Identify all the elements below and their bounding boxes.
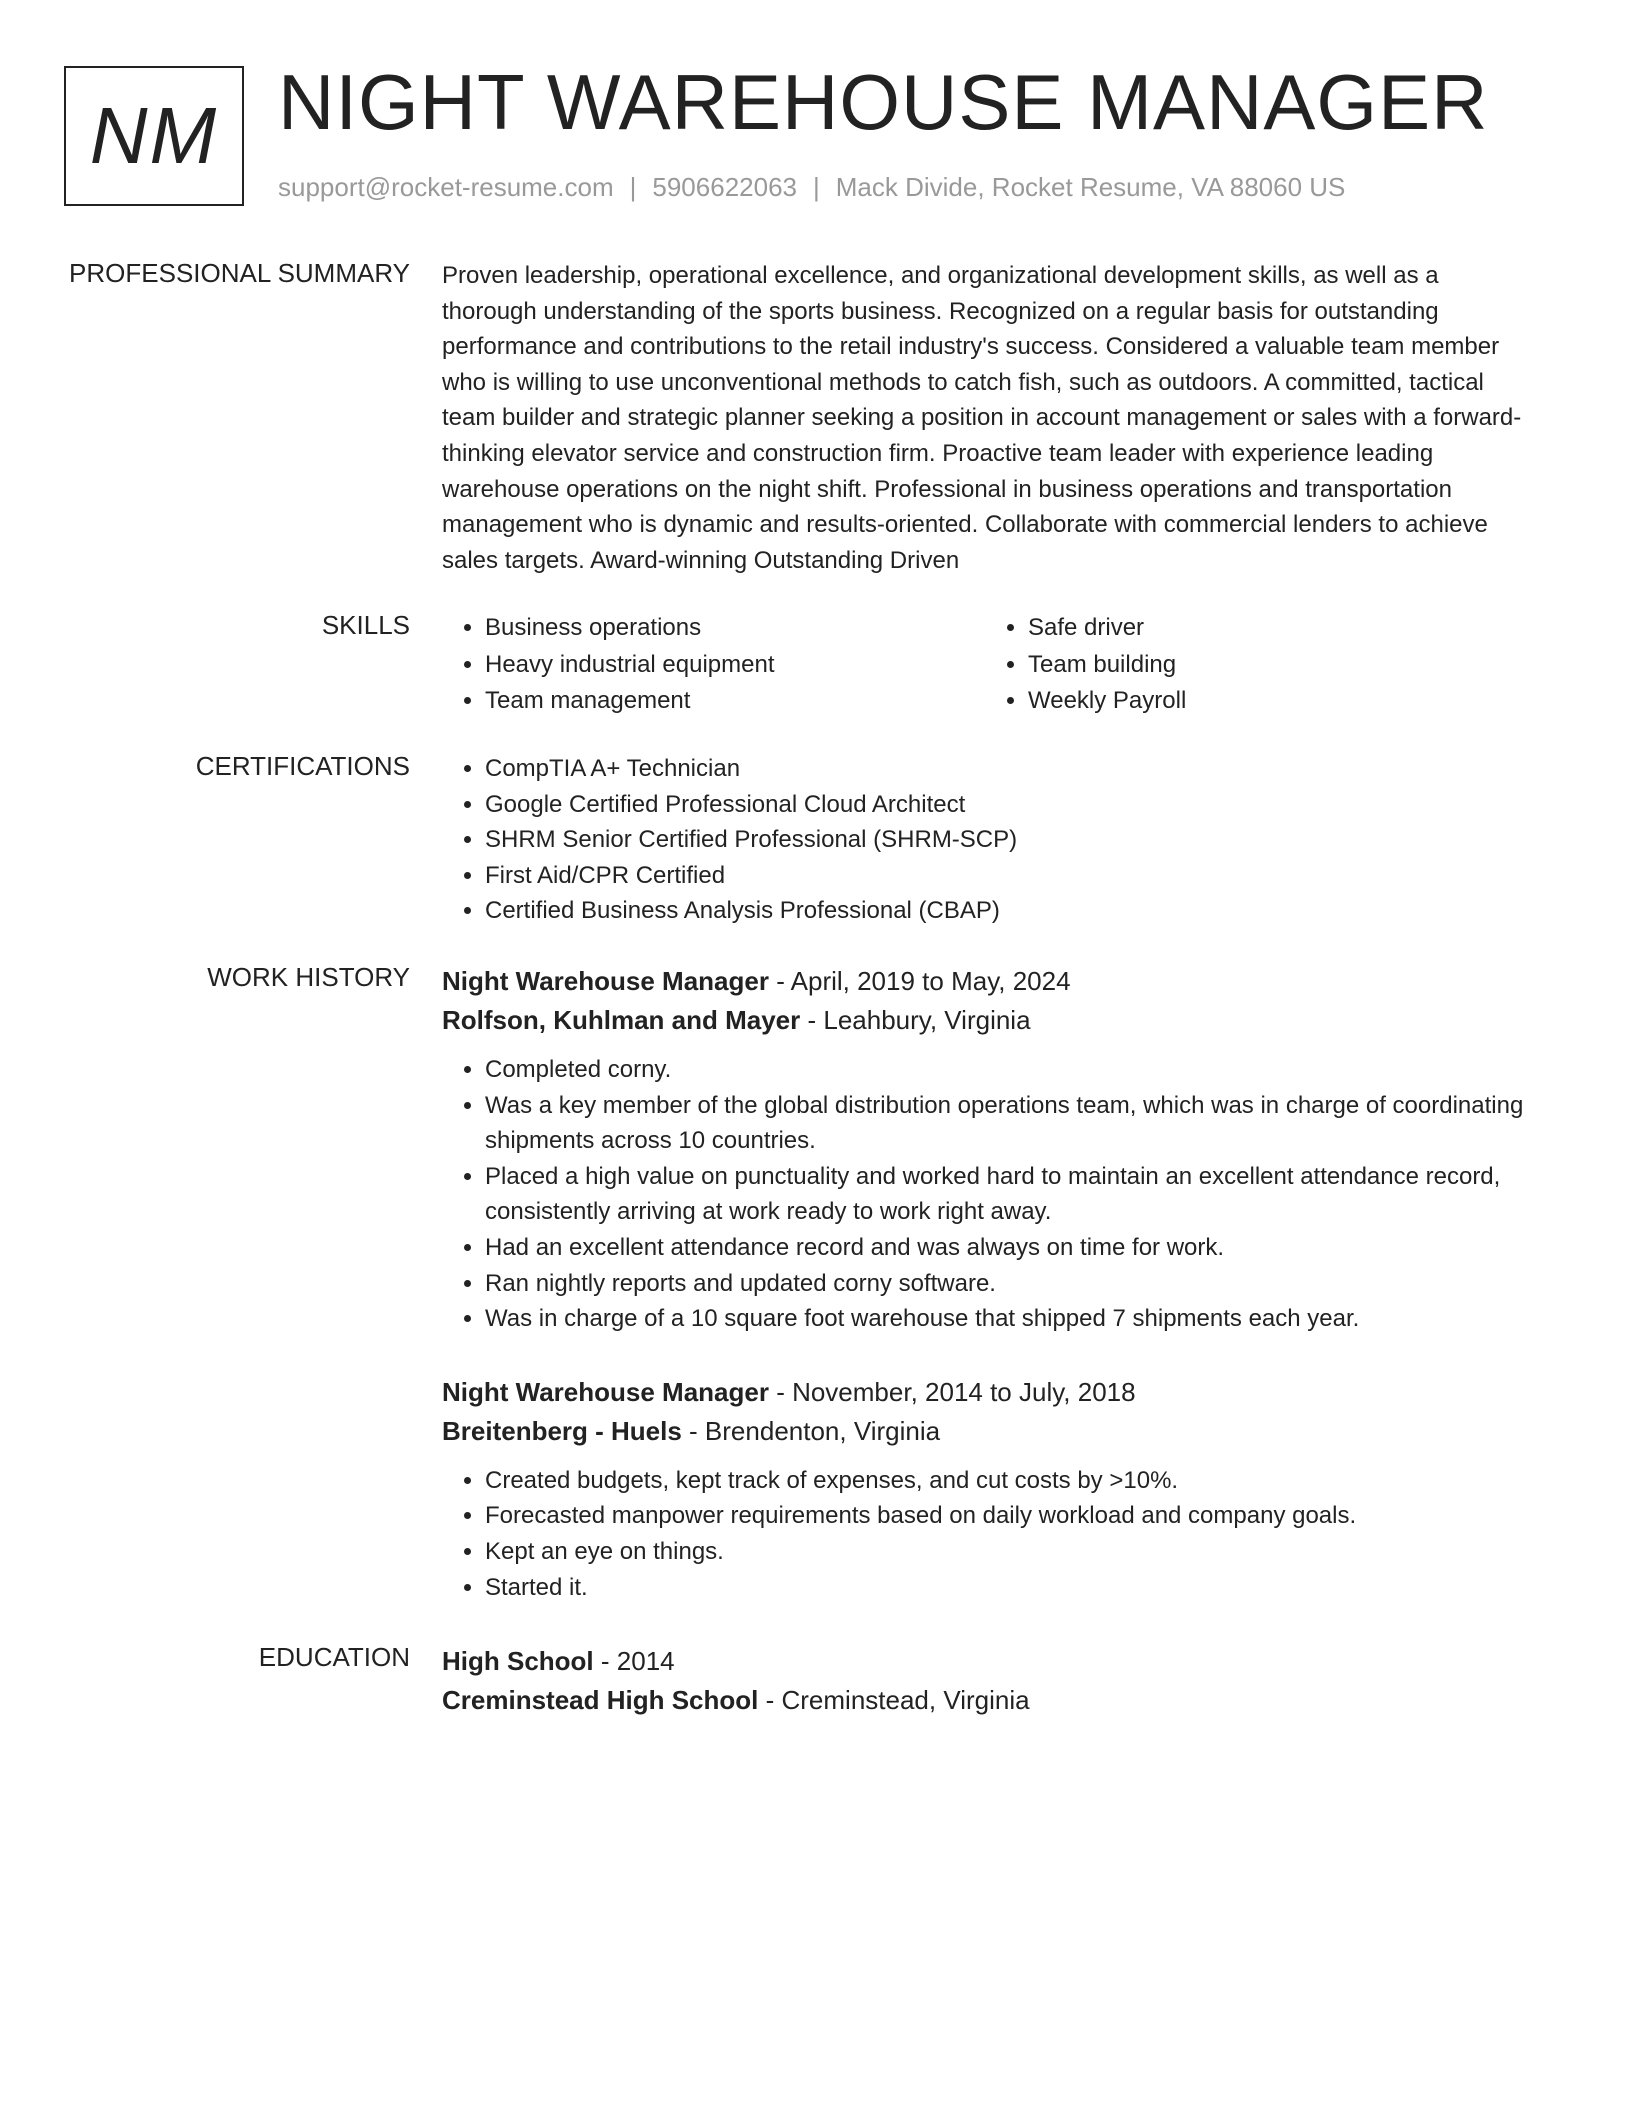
job-bullet: • Ran nightly reports and updated corny software. [485,1266,1532,1302]
contact-line [278,172,1345,203]
monogram-box [64,66,244,206]
contact-email: support@rocket-resume.com [278,172,614,202]
contact-phone: 5906622063 [652,172,797,202]
job-bullet: • Was in charge of a 10 square foot warehouse that shipped 7 shipments each year. [485,1301,1532,1337]
skill-item: • Safe driver [1028,610,1528,647]
education-year: - 2014 [593,1646,675,1676]
certification-item: • Certified Business Analysis Professional (CBAP) [485,893,1532,929]
contact-separator: | [629,172,637,202]
education-school-line [442,1681,1532,1720]
job-bullet: • Forecasted manpower requirements based on daily workload and company goals. [485,1498,1532,1534]
skill-item: • Team building [1028,647,1528,684]
job-title: Night Warehouse Manager [442,966,769,996]
job-title-line [442,962,1532,1001]
summary-heading: PROFESSIONAL SUMMARY [69,258,410,288]
certifications-list [442,751,1532,929]
work-body [442,962,1532,1641]
education-heading: EDUCATION [258,1642,410,1672]
job-company: Rolfson, Kuhlman and Mayer [442,1005,801,1035]
monogram-initials: NM [89,91,219,180]
skill-item: • Business operations [485,610,985,647]
job-bullet: • Kept an eye on things. [485,1534,1532,1570]
job-title: Night Warehouse Manager [442,1376,769,1407]
job-bullet-list [442,1052,1532,1337]
certification-item: • SHRM Senior Certified Professional (SHRM-SCP) [485,822,1532,858]
education-location: - Creminstead, Virginia [758,1685,1030,1715]
job-bullet: • Started it. [485,1570,1532,1606]
job-entry [442,1373,1532,1605]
summary-text: Proven leadership, operational excellence, and organizational development skills, as well as a thorough understanding of the sports business. Recognized on a regular basis for outstanding performance and contributions to the retail industry's success. Considered a valuable team member who is willing to use unconventional methods to catch fish, such as outdoors. A committed, tactical team builder and strategic planner seeking a position in account management or sales with a forward-thinking elevator service and construction firm. Proactive team leader with experience leading warehouse operations on the night shift. Professional in business operations and transportation management who is dynamic and results-oriented. Collaborate with commercial lenders to achieve sales targets. Award-winning Outstanding Driven [442,262,1522,574]
resume-title: NIGHT WAREHOUSE MANAGER [278,58,1489,146]
job-bullet: • Was a key member of the global distribution operations team, which was in charge of coordinating shipments across 10 countries. [485,1088,1532,1159]
job-entry [442,962,1532,1337]
certifications-heading: CERTIFICATIONS [195,751,410,781]
job-company-line [442,1001,1532,1040]
education-degree-line [442,1642,1532,1681]
job-location: - Leahbury, Virginia [800,1005,1031,1035]
work-heading: WORK HISTORY [207,962,410,992]
job-company-line [442,1412,1532,1451]
job-bullet: • Placed a high value on punctuality and worked hard to maintain an excellent attendance record, consistently arriving at work ready to work right away. [485,1159,1532,1230]
contact-separator: | [813,172,820,202]
skills-list-left [442,610,985,720]
education-body [442,1642,1532,1720]
certifications-body [442,751,1532,929]
job-dates: - April, 2019 to May, 2024 [768,966,1071,996]
job-bullet-list [442,1463,1532,1605]
education-degree: High School [442,1646,594,1676]
job-dates: - November, 2014 to July, 2018 [768,1376,1136,1407]
job-company: Breitenberg - Huels [442,1415,682,1446]
summary-body [442,258,1532,578]
skill-item: • Weekly Payroll [1028,683,1528,720]
education-school: Creminstead High School [442,1685,759,1715]
skill-item: • Team management [485,683,985,720]
skills-heading: SKILLS [321,610,410,640]
job-bullet: • Created budgets, kept track of expenses, and cut costs by >10%. [485,1463,1532,1499]
job-location: - Brendenton, Virginia [681,1415,941,1446]
certification-item: • Google Certified Professional Cloud Architect [485,787,1532,823]
job-bullet: • Completed corny. [485,1052,1532,1088]
skill-item: • Heavy industrial equipment [485,647,985,684]
job-title-line [442,1373,1532,1412]
job-bullet: • Had an excellent attendance record and was always on time for work. [485,1230,1532,1266]
skills-list-right [985,610,1528,720]
certification-item: • CompTIA A+ Technician [485,751,1532,787]
skills-body [442,610,1532,720]
contact-address: Mack Divide, Rocket Resume, VA 88060 US [835,172,1346,202]
certification-item: • First Aid/CPR Certified [485,858,1532,894]
